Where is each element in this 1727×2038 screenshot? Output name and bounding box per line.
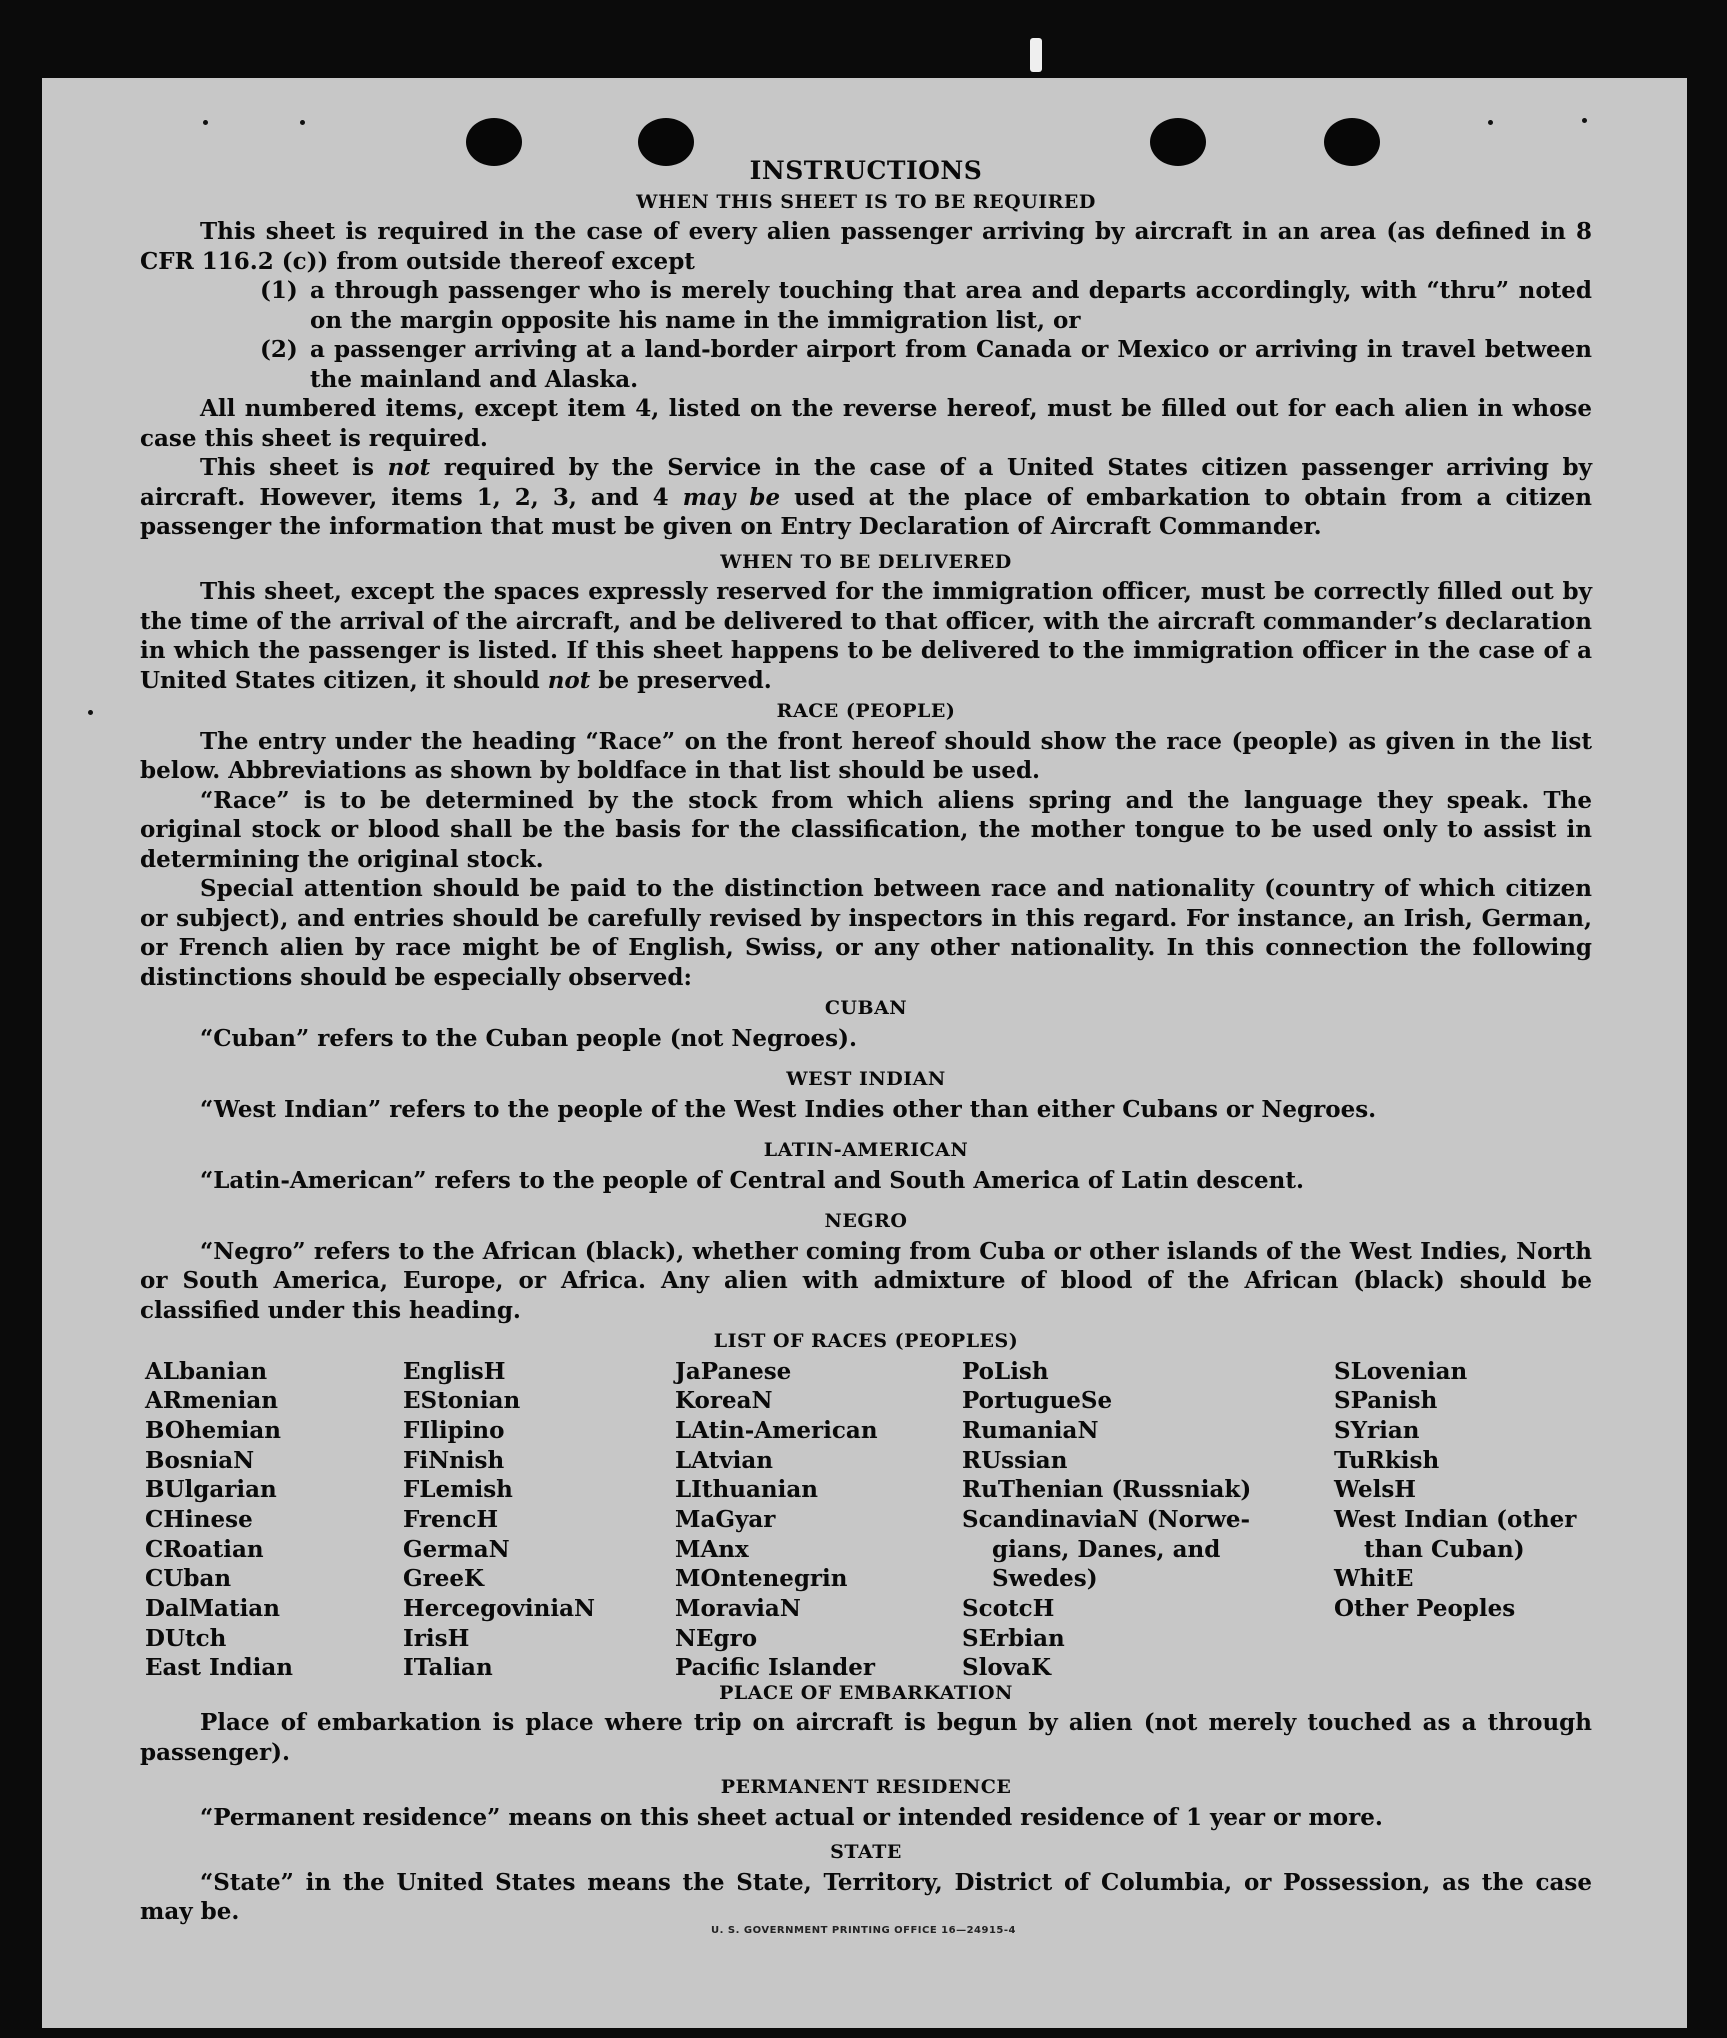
race-entry: JaPanese [675, 1357, 792, 1385]
race-entry: KoreaN [675, 1387, 773, 1415]
race-entry: EStonian [403, 1387, 521, 1415]
race-entry: gians, Danes, and [992, 1535, 1221, 1563]
section-heading-required: WHEN THIS SHEET IS TO BE REQUIRED [636, 190, 1096, 213]
latin-american-text: “Latin-American” refers to the people of Central and South America of Latin descent. [200, 1166, 1304, 1194]
race-entry: CHinese [145, 1505, 253, 1533]
citizen-may-be: may be [682, 483, 781, 511]
race-entry: Other Peoples [1334, 1595, 1516, 1622]
race-entry: LIthuanian [675, 1476, 818, 1504]
delivered-text-b: be preserved. [590, 666, 772, 694]
race-entry: GreeK [403, 1565, 485, 1593]
race-entry: FLemish [403, 1476, 513, 1504]
exception-number: (1) [260, 277, 298, 304]
race-entry: Swedes) [992, 1565, 1098, 1593]
race-column-4 [962, 1357, 1251, 1684]
race-paragraph-1: The entry under the heading “Race” on the front hereof should show the race (people) as given in the list below. Abbreviations as shown by boldface in that list should be used. [140, 727, 1592, 784]
instructions-text [140, 156, 1592, 1927]
page-title: INSTRUCTIONS [749, 156, 983, 185]
embarkation-text: Place of embarkation is place where trip on aircraft is begun by alien (not merely touched as a through passenger). [140, 1709, 1592, 1766]
delivered-paragraph [140, 577, 1592, 695]
exception-number: (2) [260, 336, 298, 363]
race-paragraph-3: Special attention should be paid to the distinction between race and nationality (country of which citizen or subject), and entries should be carefully revised by inspectors in this regard. For instance, an Irish, German, or French alien by race might be of English, Swiss, or any other nationality. In this connection the following distinctions should be especially observed: [140, 875, 1592, 991]
exception-text: a passenger arriving at a land-border airport from Canada or Mexico or arriving in travel between the mainland and Alaska. [310, 336, 1592, 393]
speck [88, 710, 93, 715]
section-heading-race: RACE (PEOPLE) [776, 700, 956, 722]
race-entry: MOntenegrin [675, 1565, 848, 1593]
race-column-1 [145, 1357, 293, 1684]
speck [1488, 120, 1493, 125]
race-entry: SYrian [1334, 1416, 1420, 1444]
required-intro: This sheet is required in the case of every alien passenger arriving by aircraft in an area (as defined in 8 CFR 116.2 (c)) from outside thereof except [140, 218, 1592, 275]
race-entry: ITalian [403, 1654, 493, 1682]
residence-text: “Permanent residence” means on this sheet actual or intended residence of 1 year or more. [200, 1803, 1383, 1831]
race-entry: RumaniaN [962, 1416, 1099, 1444]
race-entry: MoraviaN [675, 1595, 801, 1622]
section-heading-residence: PERMANENT RESIDENCE [720, 1776, 1012, 1798]
race-entry: FIlipino [403, 1416, 505, 1444]
race-entry: West Indian (other [1334, 1505, 1577, 1533]
race-entry: LAtin-American [675, 1416, 878, 1444]
race-entry: SPanish [1334, 1387, 1438, 1415]
race-entry: FrencH [403, 1505, 499, 1533]
printing-office-footer: U. S. GOVERNMENT PRINTING OFFICE 16—24915-4 [711, 1925, 1016, 1936]
race-entry: than Cuban) [1364, 1535, 1525, 1563]
race-entry: WhitE [1334, 1565, 1414, 1593]
race-entry: FiNnish [403, 1446, 505, 1474]
speck [1582, 118, 1587, 123]
west-indian-text: “West Indian” refers to the people of the West Indies other than either Cubans or Negroes. [200, 1095, 1377, 1123]
race-entry: BUlgarian [145, 1476, 277, 1504]
citizen-not: not [387, 454, 431, 481]
race-entry: IrisH [403, 1624, 470, 1652]
race-entry: LAtvian [675, 1446, 773, 1474]
race-entry: Pacific Islander [675, 1654, 875, 1682]
citizen-paragraph [140, 453, 1592, 542]
race-list [140, 1357, 1592, 1682]
numbered-items-paragraph: All numbered items, except item 4, listed on the reverse hereof, must be filled out for each alien in whose case this sheet is required. [140, 395, 1592, 452]
delivered-not: not [547, 666, 591, 694]
section-heading-latin-american: LATIN-AMERICAN [763, 1139, 969, 1161]
race-entry: DalMatian [145, 1595, 280, 1622]
race-entry: TuRkish [1334, 1446, 1440, 1474]
race-entry: East Indian [145, 1654, 293, 1682]
race-entry: ARmenian [145, 1387, 279, 1415]
race-entry: RuThenian (Russniak) [962, 1476, 1252, 1504]
exception-item [260, 276, 1592, 335]
race-entry: MaGyar [675, 1505, 776, 1533]
race-paragraph-2: “Race” is to be determined by the stock from which aliens spring and the language they speak. The original stock or blood shall be the basis for the classification, the mother tongue to be used only to assist in determining the original stock. [140, 786, 1592, 873]
race-entry: DUtch [145, 1624, 227, 1652]
speck [203, 120, 208, 125]
race-entry: ScandinaviaN (Norwe- [962, 1505, 1251, 1533]
race-entry: ALbanian [145, 1357, 268, 1385]
section-heading-cuban: CUBAN [824, 997, 908, 1019]
state-text: “State” in the United States means the State, Territory, District of Columbia, or Possession, as the case may be. [140, 1868, 1592, 1925]
section-heading-state: STATE [830, 1841, 902, 1863]
race-entry: CUban [145, 1565, 232, 1593]
race-entry: CRoatian [145, 1535, 264, 1563]
citizen-text-c: used at the place of embarkation to obtain from a citizen passenger the information that must be given on Entry Declaration of Aircraft Commander. [140, 483, 1592, 540]
race-entry: PortugueSe [962, 1387, 1113, 1415]
paper-tab [1030, 38, 1042, 72]
race-column-2 [403, 1357, 595, 1684]
race-entry: PoLish [962, 1357, 1049, 1385]
race-entry: MAnx [675, 1535, 749, 1563]
section-heading-negro: NEGRO [824, 1210, 908, 1232]
delivered-text-a: This sheet, except the spaces expressly reserved for the immigration officer, must be correctly filled out by the time of the arrival of the aircraft, and be delivered to that officer, with the aircraft commander’s declaration in which the passenger is listed. If this sheet happens to be delivered to the immigration officer in the case of a United States citizen, it should [140, 578, 1592, 694]
race-entry: ScotcH [962, 1595, 1055, 1622]
race-entry: RUssian [962, 1446, 1068, 1474]
race-entry: GermaN [403, 1535, 510, 1563]
race-entry: SlovaK [962, 1654, 1051, 1682]
race-entry: SErbian [962, 1624, 1065, 1652]
exception-item [260, 335, 1592, 394]
race-column-3 [675, 1357, 878, 1684]
race-entry: BosniaN [145, 1446, 255, 1474]
race-entry: EnglisH [403, 1357, 506, 1385]
race-entry: HercegoviniaN [403, 1595, 596, 1622]
section-heading-delivered: WHEN TO BE DELIVERED [720, 550, 1012, 573]
negro-text: “Negro” refers to the African (black), whether coming from Cuba or other islands of the West Indies, North or South America, Europe, or Africa. Any alien with admixture of blood of the African (black) should be classified under this heading. [140, 1237, 1592, 1324]
speck [300, 120, 305, 125]
race-column-5 [1334, 1357, 1576, 1624]
citizen-text-b: required by the Service in the case of a United States citizen passenger arriving by aircraft. However, items 1, 2, 3, and 4 [140, 454, 1592, 511]
race-entry: BOhemian [145, 1416, 281, 1444]
race-entry: WelsH [1334, 1476, 1417, 1504]
section-heading-west-indian: WEST INDIAN [786, 1068, 946, 1090]
citizen-text-a: This sheet is [200, 454, 388, 481]
cuban-text: “Cuban” refers to the Cuban people (not Negroes). [200, 1024, 858, 1052]
exception-text: a through passenger who is merely touching that area and departs accordingly, with “thru” noted on the margin opposite his name in the immigration list, or [310, 277, 1592, 334]
section-heading-list-of-races: LIST OF RACES (PEOPLES) [713, 1330, 1019, 1352]
race-entry: NEgro [675, 1624, 758, 1652]
race-entry: SLovenian [1334, 1357, 1468, 1385]
section-heading-embarkation: PLACE OF EMBARKATION [719, 1681, 1013, 1704]
